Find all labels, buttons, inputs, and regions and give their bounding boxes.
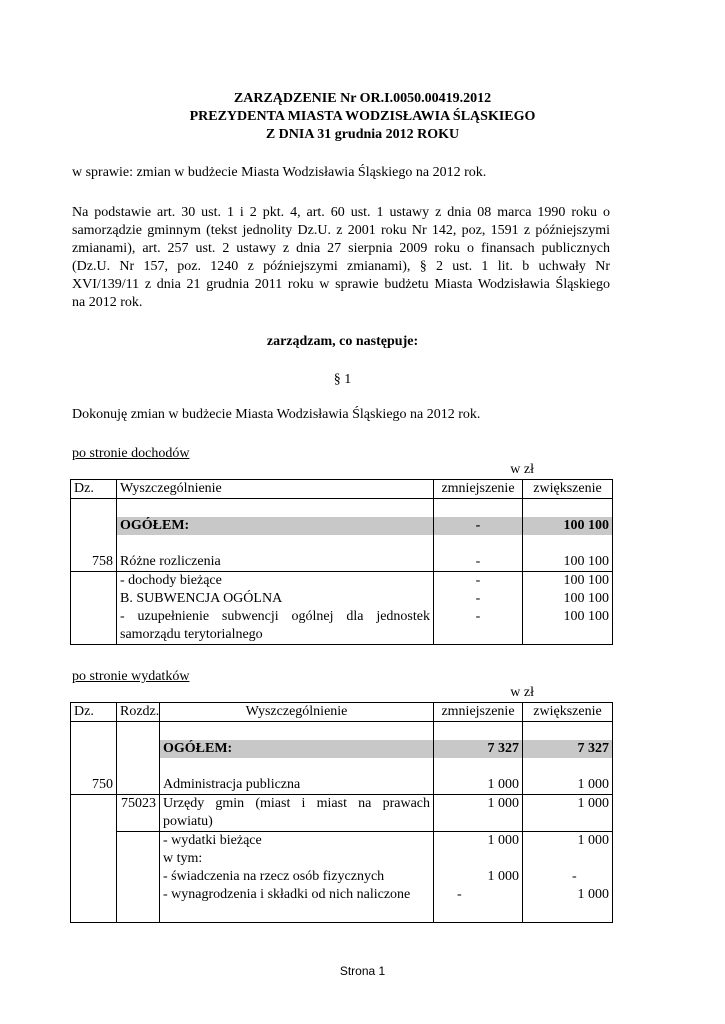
item-benefits-label: - świadczenia na rzecz osób fizycznych bbox=[163, 869, 385, 884]
col-header: Rozdz. bbox=[117, 703, 160, 722]
legal-basis-line: zmianami), art. 257 ust. 2 ustawy z dnia 27 sierpnia 2009 roku o finansach publicznych bbox=[72, 241, 610, 256]
legal-basis-line: XVI/139/11 z dnia 21 grudnia 2011 roku w sprawie budżetu Miasta Wodzisławia Śląskiego bbox=[72, 277, 610, 292]
legal-basis-line: (Dz.U. Nr 157, poz. 1240 z późniejszymi zmianami), § 2 ust. 1 lit. b uchwały Nr bbox=[72, 259, 610, 274]
row-increase: 100 100 bbox=[523, 608, 613, 645]
table-header-row bbox=[71, 480, 613, 499]
total-label: OGÓŁEM: bbox=[117, 517, 433, 535]
title-line-2: PREZYDENTA MIASTA WODZISŁAWIA ŚLĄSKIEGO bbox=[189, 109, 536, 124]
col-header: Dz. bbox=[71, 480, 117, 499]
col-header: zwiększenie bbox=[523, 703, 613, 722]
table-row bbox=[71, 553, 613, 572]
dept-code: 750 bbox=[71, 776, 117, 795]
table-header-row bbox=[71, 703, 613, 722]
row-label: B. SUBWENCJA OGÓLNA bbox=[117, 590, 434, 608]
intro: Dokonuję zmian w budżecie Miasta Wodzisławia Śląskiego na 2012 rok. bbox=[72, 407, 481, 422]
dept-increase: 1 000 bbox=[523, 776, 613, 795]
dept-label: Różne rozliczenia bbox=[117, 553, 434, 572]
income-table bbox=[70, 479, 613, 645]
total-decrease: - bbox=[434, 517, 522, 535]
chapter-code: 75023 bbox=[117, 795, 160, 832]
item-wages-label: - wynagrodzenia i składki od nich naliczone bbox=[163, 887, 411, 902]
item-current-label: - wydatki bieżące bbox=[163, 833, 262, 848]
table-row bbox=[71, 608, 613, 645]
subject: w sprawie: zmian w budżecie Miasta Wodzisławia Śląskiego na 2012 rok. bbox=[72, 165, 487, 180]
items-labels bbox=[160, 832, 434, 923]
dept-increase: 100 100 bbox=[523, 553, 613, 572]
page-number: Strona 1 bbox=[339, 964, 386, 978]
row-label: - dochody bieżące bbox=[117, 572, 434, 591]
items-decrease: 1 000 1 000 - bbox=[434, 832, 523, 923]
section-mark: § 1 bbox=[333, 372, 352, 387]
income-heading: po stronie dochodów bbox=[72, 446, 190, 461]
item-including-label: w tym: bbox=[163, 851, 203, 866]
table-row bbox=[71, 795, 613, 832]
total-row bbox=[71, 517, 613, 535]
legal-basis-line: Na podstawie art. 30 ust. 1 i 2 pkt. 4, art. 60 ust. 1 ustawy z dnia 08 marca 1990 roku o bbox=[72, 205, 610, 220]
col-header: Dz. bbox=[71, 703, 117, 722]
total-increase: 7 327 bbox=[523, 740, 612, 758]
table-row bbox=[71, 499, 613, 518]
chapter-decrease: 1 000 bbox=[434, 795, 523, 832]
row-increase: 100 100 bbox=[523, 572, 613, 591]
expenses-unit: w zł bbox=[510, 685, 534, 700]
total-label: OGÓŁEM: bbox=[160, 740, 433, 758]
dept-decrease: 1 000 bbox=[434, 776, 523, 795]
table-row bbox=[71, 572, 613, 591]
chapter-increase: 1 000 bbox=[523, 795, 613, 832]
row-decrease: - bbox=[434, 608, 523, 645]
col-header: Wyszczególnienie bbox=[117, 480, 434, 499]
table-row bbox=[71, 590, 613, 608]
total-increase: 100 100 bbox=[523, 517, 612, 535]
total-decrease: 7 327 bbox=[434, 740, 522, 758]
income-unit: w zł bbox=[510, 462, 534, 477]
table-row bbox=[71, 776, 613, 795]
expenses-heading: po stronie wydatków bbox=[72, 669, 190, 684]
dept-decrease: - bbox=[434, 553, 523, 572]
col-header: zmniejszenie bbox=[434, 480, 523, 499]
table-row bbox=[71, 832, 613, 923]
row-decrease: - bbox=[434, 572, 523, 591]
legal-basis-line: samorządzie gminnym (tekst jednolity Dz.U. z 2001 roku Nr 142, poz, 1591 z późniejszymi bbox=[72, 223, 610, 238]
total-row bbox=[71, 740, 613, 758]
col-header: zmniejszenie bbox=[434, 703, 523, 722]
col-header: Wyszczególnienie bbox=[160, 703, 434, 722]
dept-label: Administracja publiczna bbox=[160, 776, 434, 795]
row-label: - uzupełnienie subwencji ogólnej dla jednostek samorządu terytorialnego bbox=[117, 608, 434, 645]
legal-basis-line: na 2012 rok. bbox=[72, 295, 143, 310]
row-decrease: - bbox=[434, 590, 523, 608]
chapter-label: Urzędy gmin (miast i miast na prawach powiatu) bbox=[160, 795, 434, 832]
title-line-1: ZARZĄDZENIE Nr OR.I.0050.00419.2012 bbox=[233, 91, 492, 106]
dept-code: 758 bbox=[71, 553, 117, 572]
row-increase: 100 100 bbox=[523, 590, 613, 608]
expenses-table bbox=[70, 702, 613, 923]
legal-basis bbox=[72, 203, 610, 311]
decree-statement: zarządzam, co następuje: bbox=[266, 334, 419, 349]
col-header: zwiększenie bbox=[523, 480, 613, 499]
title-line-3: Z DNIA 31 grudnia 2012 ROKU bbox=[265, 127, 460, 142]
items-increase: 1 000 - 1 000 bbox=[523, 832, 613, 923]
